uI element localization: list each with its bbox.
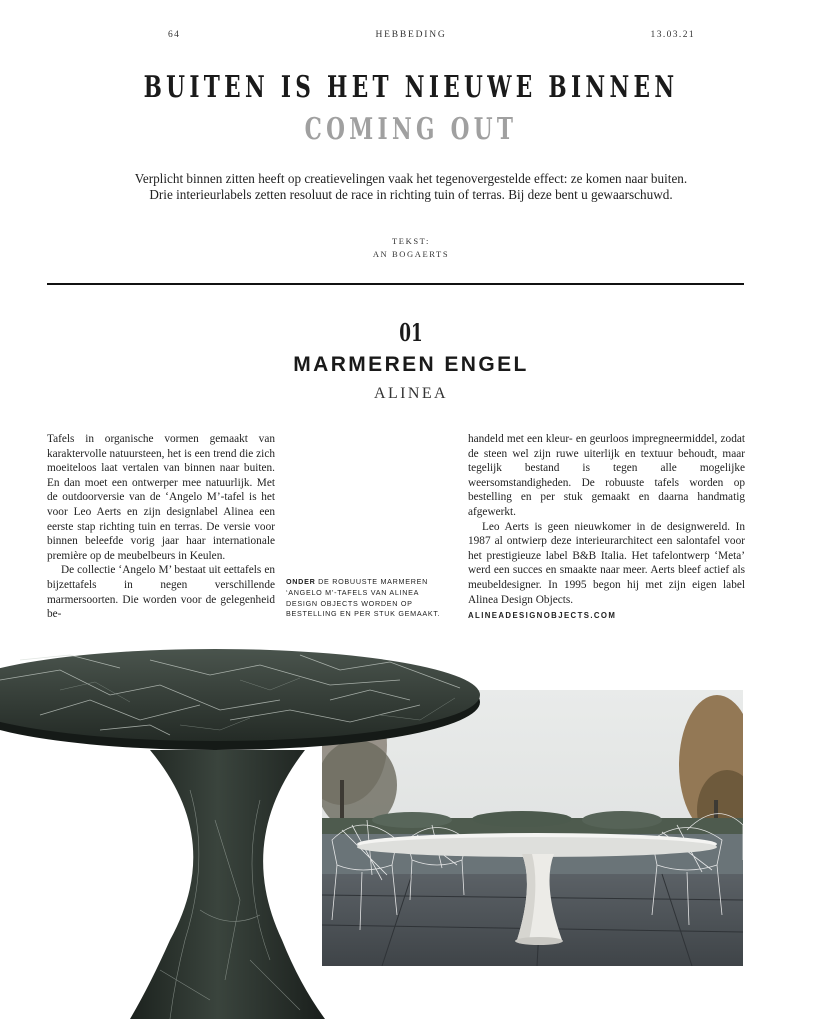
caption-lead: ONDER [286,577,316,586]
body-column-right [468,432,745,607]
section-number: 01 [399,318,423,347]
intro-line-1: Verplicht binnen zitten heeft op creatievelingen vaak het tegenovergestelde effect: ze komen naar buiten. [134,171,688,186]
body-paragraph: De collectie ‘Angelo M’ bestaat uit eettafels en bijzettafels in negen verschillende marmersoorten. Die worden voor de gelegenheid be- [47,564,275,621]
section-title: MARMEREN ENGEL [293,353,529,376]
photo-caption [286,577,442,620]
article-title: BUITEN IS HET NIEUWE BINNEN [143,70,679,105]
body-paragraph: handeld met een kleur- en geurloos impregneermiddel, zodat de steen wel zijn ruwe uiterlijk en textuur behoudt, maar tegelijk bestand is tegen alle mogelijke weersomstandigheden. De robuuste tafels worden op bestelling en per stuk gemaakt en daarna handmatig afgewerkt. [468,433,745,518]
section-brand: ALINEA [374,385,448,402]
body-paragraph: Leo Aerts is geen nieuwkomer in de designwereld. In 1987 al ontwierp deze interieurarchitect een salontafel voor het prestigieuze label B&B Italia. Het tafelontwerp ‘Meta’ werd een succes en smaakte naar meer. Aerts bleef actief als meubeldesigner. In 1995 begon hij met zijn eigen label Alinea Design Objects. [468,520,745,606]
website-link[interactable]: ALINEADESIGNOBJECTS.COM [468,611,617,620]
intro-line-2: Drie interieurlabels zetten resoluut de race in richting tuin of terras. Bij deze bent u gewaarschuwd. [149,187,673,202]
issue-date: 13.03.21 [650,30,695,40]
credit-author: AN BOGAERTS [372,249,450,259]
caption-text: DE ROBUUSTE MARMEREN ‘ANGELO M’-TAFELS VAN ALINEA DESIGN OBJECTS WORDEN OP BESTELLING EN PER STUK GEMAAKT. [286,577,441,619]
credit-label: TEKST: [392,236,430,246]
body-column-left [47,432,275,622]
body-paragraph: Tafels in organische vormen gemaakt van karaktervolle natuursteen, het is een trend die zich moeiteloos laat vertalen van binnen naar buiten. En dan moet een ontwerper mee natuurlijk. Met de outdoorversie van de ‘Angelo M’-tafel is het voor Leo Aerts en zijn designlabel Alinea een eerste stap richting tuin en terras. De versie voor binnen beleefde vorig jaar haar internationale première op de meubelbeurs in Keulen. [47,433,275,562]
section-label: HEBBEDING [375,30,447,40]
marble-table-photo [0,640,480,1019]
article-subtitle: COMING OUT [304,112,518,147]
page-number: 64 [168,30,181,40]
divider-rule [47,283,744,285]
